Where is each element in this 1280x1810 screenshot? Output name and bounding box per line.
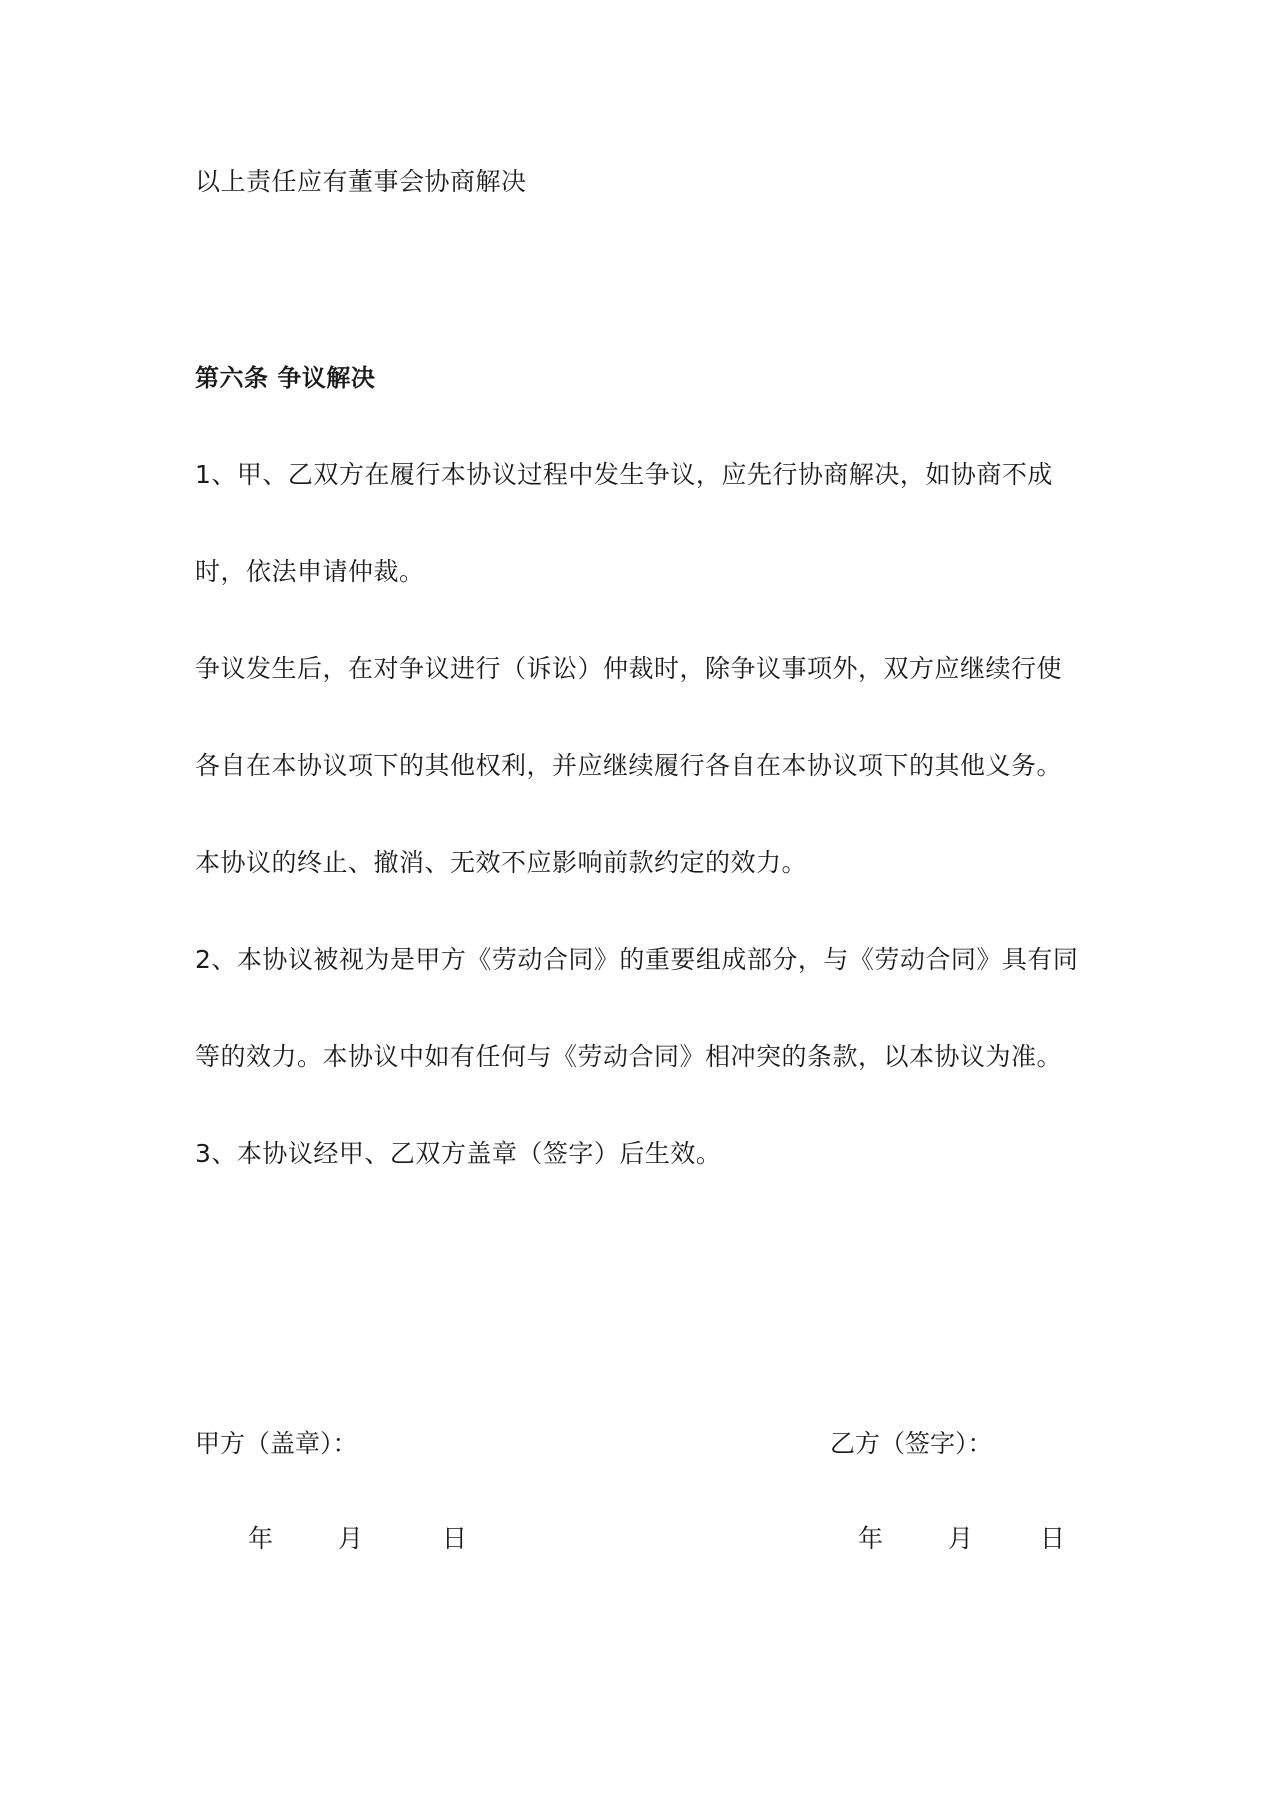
party-a-seal-label: 甲方（盖章）：: [195, 1429, 358, 1458]
party-b-month-label: 月: [948, 1524, 974, 1553]
section-heading: 第六条 争议解决: [195, 363, 376, 392]
party-b-year-label: 年: [858, 1524, 884, 1553]
dispute-line1: 争议发生后，在对争议进行（诉讼）仲裁时，除争议事项外，双方应继续行使: [195, 654, 1063, 683]
party-a-month-label: 月: [338, 1524, 364, 1553]
clause2-line1: 2、本协议被视为是甲方《劳动合同》的重要组成部分，与《劳动合同》具有同: [195, 945, 1079, 974]
clause2-line2: 等的效力。本协议中如有任何与《劳动合同》相冲突的条款，以本协议为准。: [195, 1042, 1063, 1071]
clause1-line1: 1、甲、乙双方在履行本协议过程中发生争议，应先行协商解决，如协商不成: [195, 460, 1053, 489]
clause1-line2: 时，依法申请仲裁。: [195, 557, 425, 586]
termination-text: 本协议的终止、撤消、无效不应影响前款约定的效力。: [195, 848, 808, 877]
party-a-day-label: 日: [442, 1524, 468, 1553]
party-b-signature-label: 乙方（签字）：: [830, 1429, 993, 1458]
clause3-text: 3、本协议经甲、乙双方盖章（签字）后生效。: [195, 1139, 722, 1168]
party-b-day-label: 日: [1040, 1524, 1066, 1553]
intro-text: 以上责任应有董事会协商解决: [195, 167, 527, 196]
party-a-year-label: 年: [248, 1524, 274, 1553]
dispute-line2: 各自在本协议项下的其他权利，并应继续履行各自在本协议项下的其他义务。: [195, 751, 1063, 780]
